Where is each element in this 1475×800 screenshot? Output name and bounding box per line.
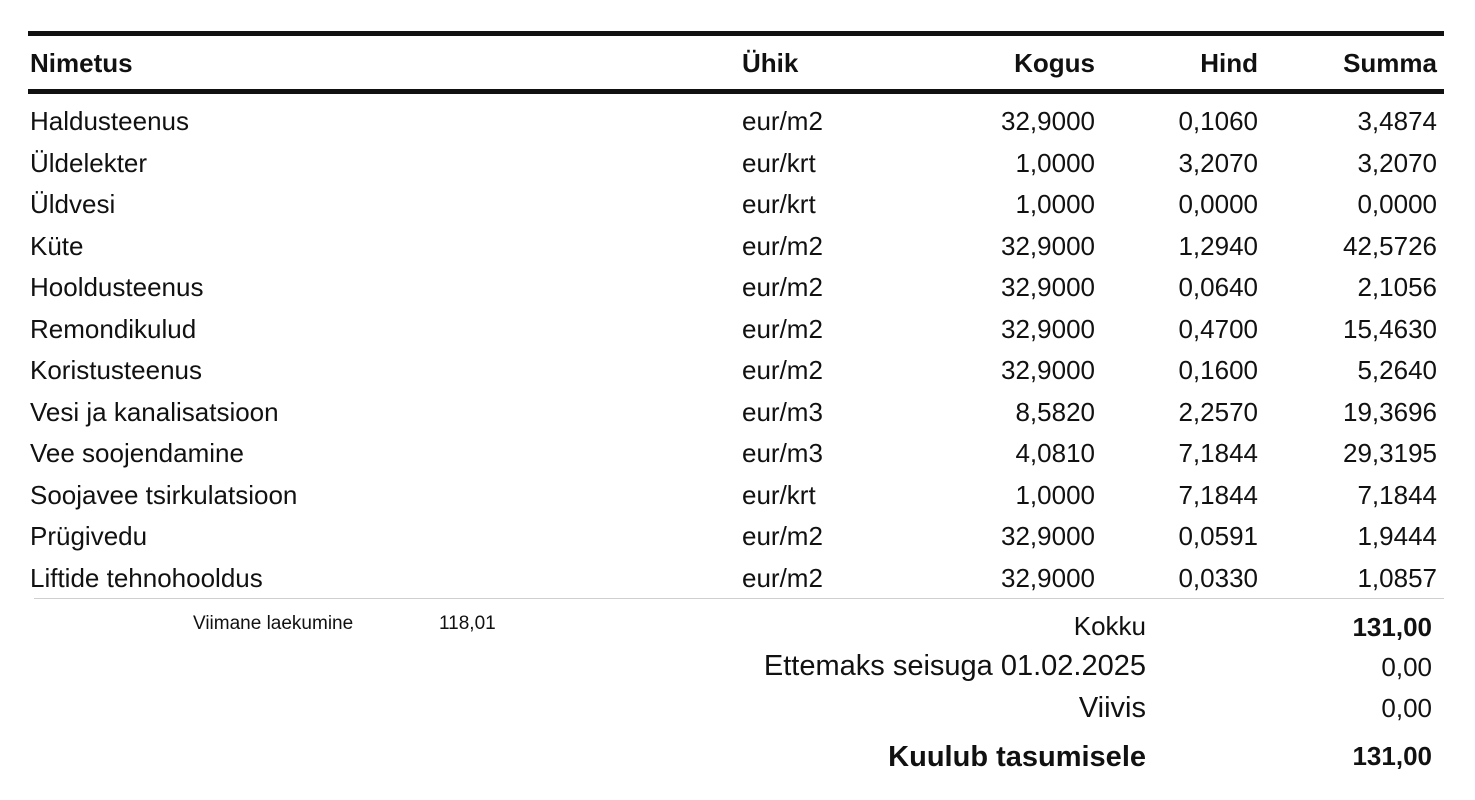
header-bottom-rule (28, 89, 1444, 94)
cell-quantity: 32,9000 (1001, 563, 1095, 593)
cell-price: 7,1844 (1178, 480, 1258, 510)
cell-unit: eur/m2 (742, 314, 823, 344)
cell-price: 0,4700 (1178, 314, 1258, 344)
cell-name: Vee soojendamine (30, 438, 244, 468)
cell-price: 0,1060 (1178, 106, 1258, 136)
cell-unit: eur/m3 (742, 438, 823, 468)
cell-quantity: 4,0810 (1015, 438, 1095, 468)
prepayment-label: Ettemaks seisuga 01.02.2025 (763, 650, 1146, 682)
cell-quantity: 1,0000 (1015, 148, 1095, 178)
header-price: Hind (1200, 48, 1258, 78)
cell-price: 1,2940 (1178, 231, 1258, 261)
cell-price: 0,1600 (1178, 355, 1258, 385)
cell-sum: 19,3696 (1343, 397, 1437, 427)
table-top-rule (28, 31, 1444, 36)
cell-quantity: 8,5820 (1015, 397, 1095, 427)
amount-due-label: Kuulub tasumisele (888, 741, 1146, 773)
last-payment-label: Viimane laekumine (193, 613, 354, 634)
cell-unit: eur/m2 (742, 272, 823, 302)
cell-sum: 1,0857 (1357, 563, 1437, 593)
cell-unit: eur/m2 (742, 521, 823, 551)
penalty-value: 0,00 (1381, 693, 1432, 723)
total-value: 131,00 (1352, 612, 1432, 642)
cell-sum: 29,3195 (1343, 438, 1437, 468)
cell-name: Üldelekter (30, 148, 148, 178)
cell-sum: 1,9444 (1357, 521, 1437, 551)
header-name: Nimetus (30, 48, 133, 78)
cell-quantity: 32,9000 (1001, 106, 1095, 136)
cell-quantity: 32,9000 (1001, 314, 1095, 344)
cell-price: 3,2070 (1178, 148, 1258, 178)
header-sum: Summa (1343, 48, 1437, 78)
cell-name: Prügivedu (30, 521, 148, 551)
cell-sum: 0,0000 (1357, 189, 1437, 219)
cell-unit: eur/krt (742, 148, 816, 178)
cell-quantity: 1,0000 (1015, 189, 1095, 219)
cell-quantity: 32,9000 (1001, 521, 1095, 551)
cell-quantity: 1,0000 (1015, 480, 1095, 510)
cell-name: Remondikulud (30, 314, 197, 344)
cell-sum: 5,2640 (1357, 355, 1437, 385)
penalty-label: Viivis (1078, 692, 1146, 724)
cell-unit: eur/m2 (742, 355, 823, 385)
header-unit: Ühik (742, 48, 799, 78)
header-quantity: Kogus (1014, 48, 1095, 78)
cell-price: 0,0640 (1178, 272, 1258, 302)
cell-unit: eur/krt (742, 480, 816, 510)
cell-price: 7,1844 (1178, 438, 1258, 468)
prepayment-value: 0,00 (1381, 652, 1432, 682)
cell-sum: 15,4630 (1343, 314, 1437, 344)
cell-sum: 3,4874 (1357, 106, 1437, 136)
last-payment-value: 118,01 (439, 613, 496, 634)
cell-price: 0,0591 (1178, 521, 1258, 551)
cell-price: 2,2570 (1178, 397, 1258, 427)
cell-quantity: 32,9000 (1001, 355, 1095, 385)
cell-price: 0,0000 (1178, 189, 1258, 219)
cell-name: Soojavee tsirkulatsioon (30, 480, 298, 510)
cell-sum: 3,2070 (1357, 148, 1437, 178)
cell-name: Haldusteenus (30, 106, 189, 136)
cell-unit: eur/krt (742, 189, 816, 219)
cell-unit: eur/m3 (742, 397, 823, 427)
cell-quantity: 32,9000 (1001, 231, 1095, 261)
cell-price: 0,0330 (1178, 563, 1258, 593)
cell-quantity: 32,9000 (1001, 272, 1095, 302)
cell-name: Liftide tehnohooldus (30, 563, 263, 593)
total-label: Kokku (1073, 611, 1146, 641)
table-bottom-rule (34, 598, 1444, 599)
cell-sum: 2,1056 (1357, 272, 1437, 302)
cell-name: Koristusteenus (30, 355, 202, 385)
cell-name: Üldvesi (30, 189, 116, 219)
cell-name: Vesi ja kanalisatsioon (30, 397, 279, 427)
cell-unit: eur/m2 (742, 231, 823, 261)
cell-sum: 7,1844 (1357, 480, 1437, 510)
cell-unit: eur/m2 (742, 106, 823, 136)
cell-sum: 42,5726 (1343, 231, 1437, 261)
cell-name: Hooldusteenus (30, 272, 204, 302)
cell-unit: eur/m2 (742, 563, 823, 593)
amount-due-value: 131,00 (1352, 741, 1432, 771)
cell-name: Küte (30, 231, 84, 261)
